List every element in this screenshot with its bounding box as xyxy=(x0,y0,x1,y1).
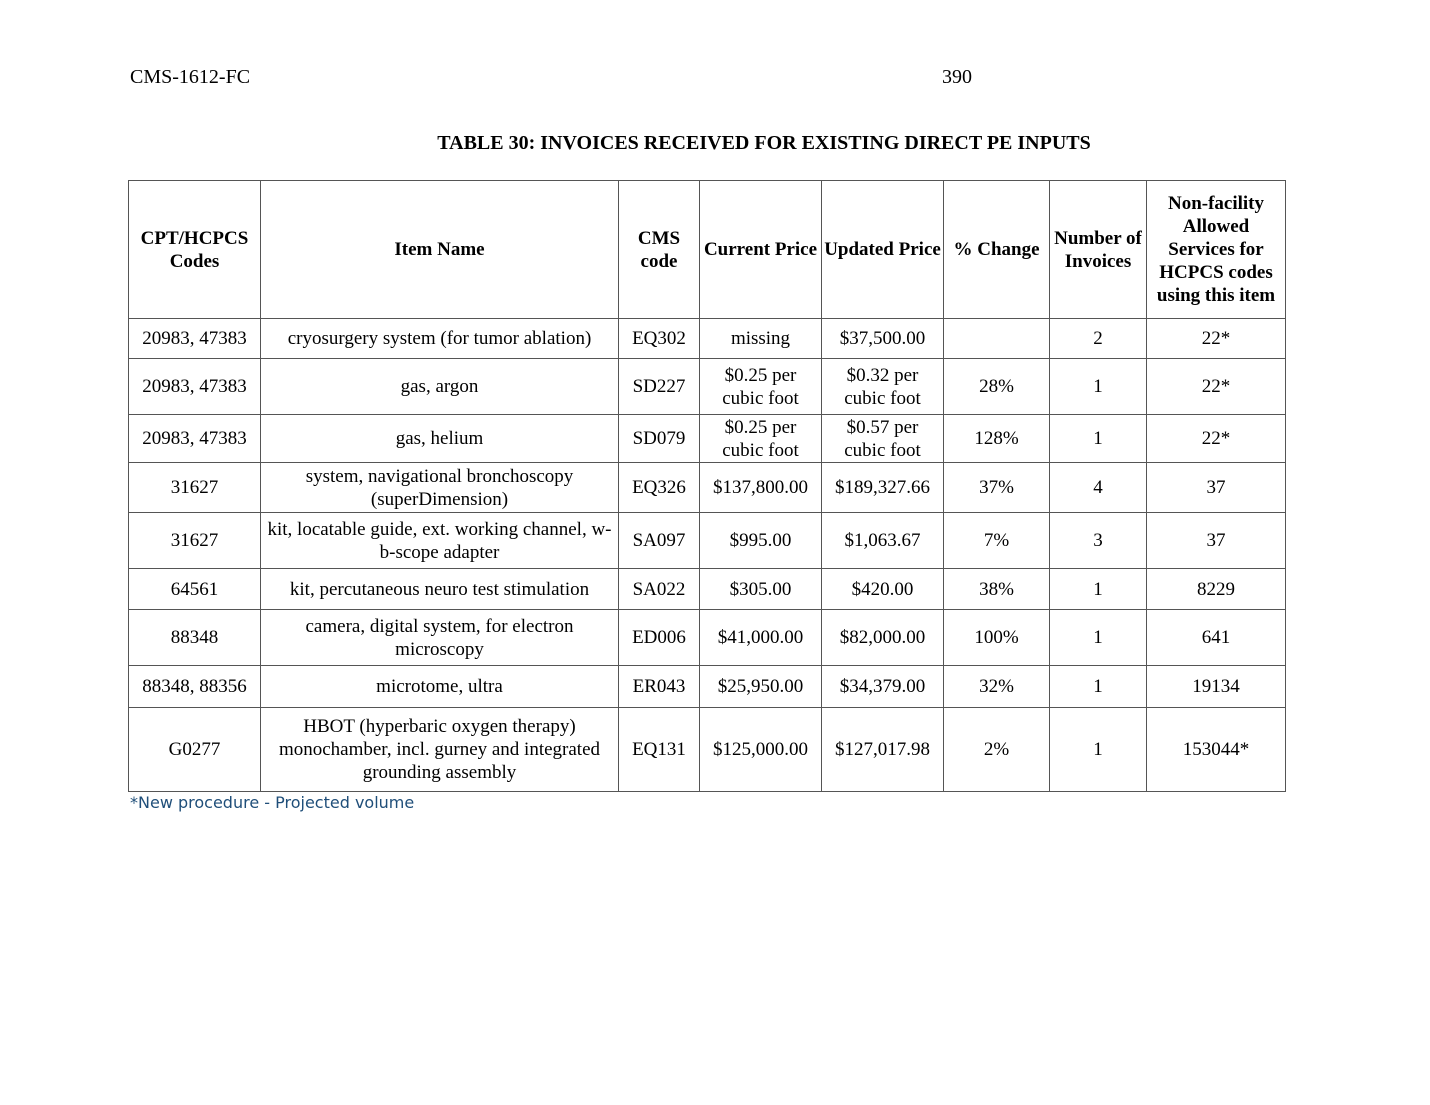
column-header: % Change xyxy=(944,181,1050,319)
table-cell: 37% xyxy=(944,463,1050,513)
table-cell: $82,000.00 xyxy=(822,610,944,666)
table-cell: 32% xyxy=(944,666,1050,708)
table-cell: kit, locatable guide, ext. working channel, w-b-scope adapter xyxy=(261,513,619,569)
table-cell: 100% xyxy=(944,610,1050,666)
table-cell: 88348, 88356 xyxy=(129,666,261,708)
table-cell: 20983, 47383 xyxy=(129,319,261,359)
table-row xyxy=(129,708,1286,792)
table-row xyxy=(129,610,1286,666)
table-cell: 1 xyxy=(1050,415,1147,463)
table-cell: 7% xyxy=(944,513,1050,569)
document-id: CMS-1612-FC xyxy=(130,66,251,88)
table-row xyxy=(129,666,1286,708)
table-cell: 20983, 47383 xyxy=(129,415,261,463)
table-cell: 1 xyxy=(1050,569,1147,610)
table-cell: $0.25 per cubic foot xyxy=(700,359,822,415)
table-cell: $34,379.00 xyxy=(822,666,944,708)
table-cell: EQ326 xyxy=(619,463,700,513)
table-row xyxy=(129,463,1286,513)
table-cell: G0277 xyxy=(129,708,261,792)
column-header: Number of Invoices xyxy=(1050,181,1147,319)
table-cell: $0.57 per cubic foot xyxy=(822,415,944,463)
table-cell: 22* xyxy=(1147,359,1286,415)
table-cell: 20983, 47383 xyxy=(129,359,261,415)
table-cell: $0.25 per cubic foot xyxy=(700,415,822,463)
table-cell: system, navigational bronchoscopy (superDimension) xyxy=(261,463,619,513)
table-cell: 1 xyxy=(1050,708,1147,792)
table-cell: 37 xyxy=(1147,513,1286,569)
table-cell: 31627 xyxy=(129,463,261,513)
table-cell: cryosurgery system (for tumor ablation) xyxy=(261,319,619,359)
table-cell: SD227 xyxy=(619,359,700,415)
table-cell: 8229 xyxy=(1147,569,1286,610)
table-cell: 1 xyxy=(1050,359,1147,415)
table-cell: EQ131 xyxy=(619,708,700,792)
table-cell: microtome, ultra xyxy=(261,666,619,708)
table-cell: 31627 xyxy=(129,513,261,569)
table-cell: 28% xyxy=(944,359,1050,415)
table-cell: SA022 xyxy=(619,569,700,610)
column-header: Updated Price xyxy=(822,181,944,319)
table-row xyxy=(129,569,1286,610)
table-cell: 1 xyxy=(1050,610,1147,666)
table-cell: EQ302 xyxy=(619,319,700,359)
table-cell: $189,327.66 xyxy=(822,463,944,513)
column-header: Item Name xyxy=(261,181,619,319)
table-cell: 1 xyxy=(1050,666,1147,708)
table-cell: 88348 xyxy=(129,610,261,666)
table-row xyxy=(129,319,1286,359)
table-footnote: *New procedure - Projected volume xyxy=(130,793,415,812)
table-cell: $127,017.98 xyxy=(822,708,944,792)
table-cell: 19134 xyxy=(1147,666,1286,708)
table-cell: 2 xyxy=(1050,319,1147,359)
table-cell: kit, percutaneous neuro test stimulation xyxy=(261,569,619,610)
table-row xyxy=(129,415,1286,463)
table-header-row xyxy=(129,181,1286,319)
table-cell: $1,063.67 xyxy=(822,513,944,569)
page-number: 390 xyxy=(942,66,972,88)
table-cell: $0.32 per cubic foot xyxy=(822,359,944,415)
table-cell: 37 xyxy=(1147,463,1286,513)
table-cell: $37,500.00 xyxy=(822,319,944,359)
table-cell: $420.00 xyxy=(822,569,944,610)
table-cell: 3 xyxy=(1050,513,1147,569)
table-row xyxy=(129,513,1286,569)
table-cell: $25,950.00 xyxy=(700,666,822,708)
table-cell: camera, digital system, for electron microscopy xyxy=(261,610,619,666)
column-header: Current Price xyxy=(700,181,822,319)
table-cell: HBOT (hyperbaric oxygen therapy) monochamber, incl. gurney and integrated grounding assembly xyxy=(261,708,619,792)
table-cell: SD079 xyxy=(619,415,700,463)
table-cell: 38% xyxy=(944,569,1050,610)
table-cell: $41,000.00 xyxy=(700,610,822,666)
table-cell: 4 xyxy=(1050,463,1147,513)
table-cell: $125,000.00 xyxy=(700,708,822,792)
table-cell: ED006 xyxy=(619,610,700,666)
table-cell: 128% xyxy=(944,415,1050,463)
table-cell: 22* xyxy=(1147,319,1286,359)
table-cell: gas, helium xyxy=(261,415,619,463)
table-cell: gas, argon xyxy=(261,359,619,415)
table-cell: 2% xyxy=(944,708,1050,792)
column-header: CPT/HCPCS Codes xyxy=(129,181,261,319)
column-header: Non-facility Allowed Services for HCPCS codes using this item xyxy=(1147,181,1286,319)
table-row xyxy=(129,359,1286,415)
table-cell: 64561 xyxy=(129,569,261,610)
table-cell: $995.00 xyxy=(700,513,822,569)
table-cell: SA097 xyxy=(619,513,700,569)
table-cell: 153044* xyxy=(1147,708,1286,792)
table-title: TABLE 30: INVOICES RECEIVED FOR EXISTING DIRECT PE INPUTS xyxy=(437,132,1091,154)
table-cell: ER043 xyxy=(619,666,700,708)
table-cell: 641 xyxy=(1147,610,1286,666)
table-cell: $305.00 xyxy=(700,569,822,610)
table-cell xyxy=(944,319,1050,359)
table-cell: $137,800.00 xyxy=(700,463,822,513)
table-cell: missing xyxy=(700,319,822,359)
table-cell: 22* xyxy=(1147,415,1286,463)
column-header: CMS code xyxy=(619,181,700,319)
invoices-table xyxy=(128,180,1286,792)
